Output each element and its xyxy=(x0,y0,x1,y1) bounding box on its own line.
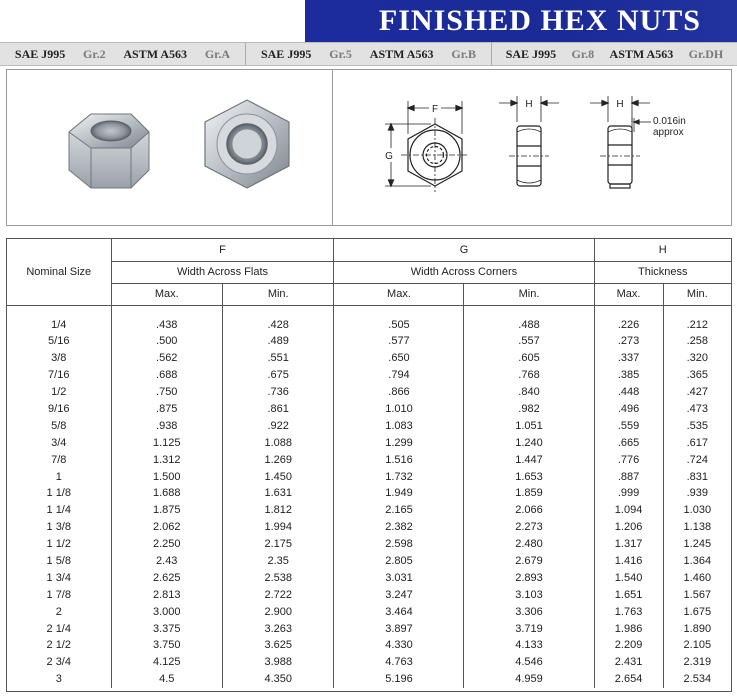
cell-f-max: 1.125 xyxy=(152,436,181,449)
title-band xyxy=(305,0,737,42)
cell-g-min: 2.893 xyxy=(464,569,594,586)
cell-g-max: 1.732 xyxy=(334,468,464,485)
col-nominal-size: Nominal Size xyxy=(7,239,111,305)
cell-g-min: 2.273 xyxy=(464,519,594,536)
cell-g-max: 3.464 xyxy=(334,603,464,620)
cell-h-min: .617 xyxy=(663,434,731,451)
cell-g-max: .577 xyxy=(334,333,464,350)
cell-nominal-size: 1/2 xyxy=(7,384,111,401)
diagram-panel xyxy=(333,70,731,225)
cell-f-min: 1.631 xyxy=(222,485,334,502)
col-f-min: Min. xyxy=(222,283,334,305)
col-h: H xyxy=(594,239,731,261)
col-g-min: Min. xyxy=(464,283,594,305)
cell-h-min: .473 xyxy=(663,401,731,418)
cell-h-max: .337 xyxy=(594,350,663,367)
label-f: F xyxy=(431,104,439,115)
cell-g-max: 3.031 xyxy=(334,569,464,586)
cell-f-min: 2.538 xyxy=(222,569,334,586)
cell-h-min: .258 xyxy=(663,333,731,350)
cell-g-max: 1.010 xyxy=(334,401,464,418)
cell-g-min: .982 xyxy=(464,401,594,418)
spec-astm: ASTM A563 xyxy=(609,46,674,61)
cell-nominal-size: 1 5/8 xyxy=(7,553,111,570)
spec-group-3 xyxy=(491,43,737,65)
dimensions-table xyxy=(6,238,732,692)
col-h-max: Max. xyxy=(594,283,663,305)
col-g-max: Max. xyxy=(334,283,464,305)
cell-h-min: 2.534 xyxy=(663,671,731,688)
cell-h-min: 2.105 xyxy=(663,637,731,654)
table-row xyxy=(7,434,731,451)
col-f: F xyxy=(111,239,334,261)
cell-h-max: .385 xyxy=(594,367,663,384)
cell-nominal-size: 2 xyxy=(7,603,111,620)
hex-nut-angled-icon xyxy=(69,114,149,188)
image-row xyxy=(6,69,732,226)
spec-standard: SAE J995 xyxy=(505,46,557,61)
cell-f-max: 3.000 xyxy=(152,605,181,618)
cell-h-min: 1.460 xyxy=(663,569,731,586)
cell-h-min: .939 xyxy=(663,485,731,502)
cell-f-min: 1.450 xyxy=(222,468,334,485)
cell-g-min: .488 xyxy=(464,305,594,333)
cell-g-min: 1.051 xyxy=(464,417,594,434)
cell-nominal-size: 1 1/2 xyxy=(7,536,111,553)
cell-g-min: 4.959 xyxy=(464,671,594,688)
cell-g-min: 1.859 xyxy=(464,485,594,502)
col-f-max: Max. xyxy=(111,283,222,305)
table-row xyxy=(7,401,731,418)
dimension-diagram xyxy=(333,70,731,225)
cell-g-max: 1.083 xyxy=(334,417,464,434)
cell-g-max: 5.196 xyxy=(334,671,464,688)
cell-f-min: .489 xyxy=(222,333,334,350)
cell-f-min: .736 xyxy=(222,384,334,401)
cell-nominal-size: 7/16 xyxy=(7,367,111,384)
cell-g-min: 3.719 xyxy=(464,620,594,637)
cell-h-min: .535 xyxy=(663,417,731,434)
table-row xyxy=(7,468,731,485)
table-row xyxy=(7,671,731,688)
cell-nominal-size: 1 7/8 xyxy=(7,586,111,603)
cell-g-min: 4.546 xyxy=(464,654,594,671)
cell-h-max: .496 xyxy=(594,401,663,418)
col-width-across-corners: Width Across Corners xyxy=(334,261,594,283)
cell-h-min: 1.675 xyxy=(663,603,731,620)
cell-g-max: 2.382 xyxy=(334,519,464,536)
cell-h-min: .427 xyxy=(663,384,731,401)
hex-nut-photo xyxy=(7,70,333,225)
label-h2: H xyxy=(616,99,624,110)
table-row xyxy=(7,569,731,586)
label-g: G xyxy=(385,151,393,162)
cell-nominal-size: 1 3/8 xyxy=(7,519,111,536)
table-row xyxy=(7,384,731,401)
cell-nominal-size: 3/8 xyxy=(7,350,111,367)
table-row xyxy=(7,502,731,519)
cell-f-min: .922 xyxy=(222,417,334,434)
cell-f-max: 2.625 xyxy=(152,571,181,584)
table-row xyxy=(7,603,731,620)
spec-group-2 xyxy=(245,43,491,65)
cell-h-max: 2.209 xyxy=(594,637,663,654)
cell-nominal-size: 2 3/4 xyxy=(7,654,111,671)
cell-g-min: 1.240 xyxy=(464,434,594,451)
col-g: G xyxy=(334,239,594,261)
cell-f-min: 3.263 xyxy=(222,620,334,637)
cell-g-min: 3.306 xyxy=(464,603,594,620)
cell-f-min: 2.35 xyxy=(222,553,334,570)
cell-nominal-size: 1 1/8 xyxy=(7,485,111,502)
washer-note: 0.016in xyxy=(653,116,686,127)
cell-nominal-size: 3/4 xyxy=(7,434,111,451)
cell-nominal-size: 2 1/4 xyxy=(7,620,111,637)
cell-h-max: 2.431 xyxy=(594,654,663,671)
cell-f-max: 4.125 xyxy=(152,656,181,669)
cell-f-max: 3.375 xyxy=(152,622,181,635)
cell-nominal-size: 9/16 xyxy=(7,401,111,418)
cell-f-min: 3.988 xyxy=(222,654,334,671)
table-row xyxy=(7,536,731,553)
cell-g-min: 3.103 xyxy=(464,586,594,603)
spec-astm-grade: Gr.DH xyxy=(688,46,724,61)
cell-f-min: .428 xyxy=(222,305,334,333)
cell-f-max: 2.062 xyxy=(152,521,181,534)
cell-f-min: 3.625 xyxy=(222,637,334,654)
spec-standard: SAE J995 xyxy=(260,46,312,61)
cell-g-max: 1.516 xyxy=(334,451,464,468)
col-thickness: Thickness xyxy=(594,261,731,283)
cell-g-min: 2.066 xyxy=(464,502,594,519)
title-bar xyxy=(0,0,737,42)
cell-f-max: 1.875 xyxy=(152,504,181,517)
cell-h-max: 1.651 xyxy=(594,586,663,603)
cell-f-min: 1.269 xyxy=(222,451,334,468)
cell-nominal-size: 1/4 xyxy=(7,305,111,333)
cell-h-max: 1.416 xyxy=(594,553,663,570)
table-row xyxy=(7,367,731,384)
cell-nominal-size: 5/16 xyxy=(7,333,111,350)
spec-grade: Gr.5 xyxy=(329,46,352,61)
spec-astm-grade: Gr.B xyxy=(451,46,476,61)
table-row xyxy=(7,350,731,367)
col-h-min: Min. xyxy=(663,283,731,305)
cell-h-max: .776 xyxy=(594,451,663,468)
cell-h-max: 1.763 xyxy=(594,603,663,620)
cell-f-max: 3.750 xyxy=(152,639,181,652)
cell-f-min: 1.812 xyxy=(222,502,334,519)
cell-h-max: .273 xyxy=(594,333,663,350)
cell-nominal-size: 3 xyxy=(7,671,111,688)
cell-f-min: 2.722 xyxy=(222,586,334,603)
cell-f-max: .562 xyxy=(156,352,178,365)
label-h: H xyxy=(525,99,533,110)
cell-g-min: .605 xyxy=(464,350,594,367)
cell-f-min: 2.900 xyxy=(222,603,334,620)
spec-astm: ASTM A563 xyxy=(369,46,434,61)
cell-g-min: .557 xyxy=(464,333,594,350)
cell-nominal-size: 1 xyxy=(7,468,111,485)
cell-h-min: 1.364 xyxy=(663,553,731,570)
cell-g-max: 4.763 xyxy=(334,654,464,671)
cell-nominal-size: 1 3/4 xyxy=(7,569,111,586)
spec-grade: Gr.8 xyxy=(571,46,595,61)
washer-note-approx: approx xyxy=(653,127,684,138)
cell-f-max: 1.688 xyxy=(152,487,181,500)
cell-h-max: .887 xyxy=(594,468,663,485)
cell-f-max: 1.500 xyxy=(152,470,181,483)
cell-f-min: .551 xyxy=(222,350,334,367)
cell-g-max: 2.805 xyxy=(334,553,464,570)
cell-g-min: 2.679 xyxy=(464,553,594,570)
cell-h-min: 1.890 xyxy=(663,620,731,637)
cell-nominal-size: 7/8 xyxy=(7,451,111,468)
cell-f-max: .750 xyxy=(156,386,178,399)
cell-g-max: 3.247 xyxy=(334,586,464,603)
table-row xyxy=(7,553,731,570)
cell-f-max: .500 xyxy=(156,335,178,348)
table-row xyxy=(7,333,731,350)
spec-astm-grade: Gr.A xyxy=(204,46,231,61)
cell-h-max: 2.654 xyxy=(594,671,663,688)
table-row xyxy=(7,637,731,654)
cell-g-min: 1.653 xyxy=(464,468,594,485)
cell-h-min: 1.567 xyxy=(663,586,731,603)
cell-h-max: 1.094 xyxy=(594,502,663,519)
cell-h-min: 1.138 xyxy=(663,519,731,536)
cell-h-min: .724 xyxy=(663,451,731,468)
cell-f-max: 4.5 xyxy=(159,673,175,686)
spec-astm: ASTM A563 xyxy=(123,46,188,61)
hex-nut-front-icon xyxy=(205,100,289,188)
cell-h-min: .831 xyxy=(663,468,731,485)
cell-h-min: 2.319 xyxy=(663,654,731,671)
cell-g-max: 4.330 xyxy=(334,637,464,654)
cell-f-min: .861 xyxy=(222,401,334,418)
table-body xyxy=(7,305,731,688)
cell-g-min: .768 xyxy=(464,367,594,384)
cell-f-min: 4.350 xyxy=(222,671,334,688)
cell-f-min: 1.088 xyxy=(222,434,334,451)
table-row xyxy=(7,417,731,434)
cell-f-max: .438 xyxy=(156,319,178,332)
cell-f-max: .875 xyxy=(156,403,178,415)
spec-standard: SAE J995 xyxy=(14,46,66,61)
cell-g-max: 1.949 xyxy=(334,485,464,502)
cell-nominal-size: 1 1/4 xyxy=(7,502,111,519)
cell-h-min: 1.245 xyxy=(663,536,731,553)
cell-g-min: 4.133 xyxy=(464,637,594,654)
cell-g-max: .794 xyxy=(334,367,464,384)
cell-h-max: 1.986 xyxy=(594,620,663,637)
cell-g-max: 3.897 xyxy=(334,620,464,637)
cell-f-max: 2.43 xyxy=(156,555,178,568)
cell-f-max: .688 xyxy=(156,369,178,382)
table-row xyxy=(7,654,731,671)
cell-g-min: 2.480 xyxy=(464,536,594,553)
cell-h-min: .212 xyxy=(663,305,731,333)
cell-h-max: .448 xyxy=(594,384,663,401)
cell-g-max: 2.165 xyxy=(334,502,464,519)
cell-h-max: 1.317 xyxy=(594,536,663,553)
table-row xyxy=(7,485,731,502)
spec-grade: Gr.2 xyxy=(83,46,106,61)
cell-h-max: .999 xyxy=(594,485,663,502)
cell-f-max: 2.250 xyxy=(152,538,181,551)
cell-g-max: .505 xyxy=(334,305,464,333)
cell-f-min: 1.994 xyxy=(222,519,334,536)
cell-h-min: .320 xyxy=(663,350,731,367)
table-row xyxy=(7,451,731,468)
cell-f-min: 2.175 xyxy=(222,536,334,553)
cell-f-max: .938 xyxy=(156,419,178,432)
cell-g-max: .866 xyxy=(334,384,464,401)
cell-g-max: .650 xyxy=(334,350,464,367)
cell-g-max: 1.299 xyxy=(334,434,464,451)
page-title: FINISHED HEX NUTS xyxy=(378,4,701,37)
cell-h-max: .226 xyxy=(594,305,663,333)
table-row xyxy=(7,586,731,603)
cell-f-max: 1.312 xyxy=(152,453,181,466)
cell-nominal-size: 2 1/2 xyxy=(7,637,111,654)
spec-group-1 xyxy=(0,43,245,65)
photo-panel xyxy=(7,70,333,225)
cell-h-max: 1.540 xyxy=(594,569,663,586)
cell-h-max: .559 xyxy=(594,417,663,434)
hex-front-view xyxy=(385,101,469,192)
table-row xyxy=(7,519,731,536)
cell-h-max: .665 xyxy=(594,434,663,451)
cell-f-min: .675 xyxy=(222,367,334,384)
cell-f-max: 2.813 xyxy=(152,588,181,601)
col-width-across-flats: Width Across Flats xyxy=(111,261,334,283)
cell-h-min: 1.030 xyxy=(663,502,731,519)
table-row xyxy=(7,620,731,637)
cell-h-min: .365 xyxy=(663,367,731,384)
cell-h-max: 1.206 xyxy=(594,519,663,536)
cell-nominal-size: 5/8 xyxy=(7,417,111,434)
table-row xyxy=(7,305,731,333)
cell-g-max: 2.598 xyxy=(334,536,464,553)
spec-bar xyxy=(0,42,737,66)
cell-g-min: .840 xyxy=(464,384,594,401)
cell-g-min: 1.447 xyxy=(464,451,594,468)
